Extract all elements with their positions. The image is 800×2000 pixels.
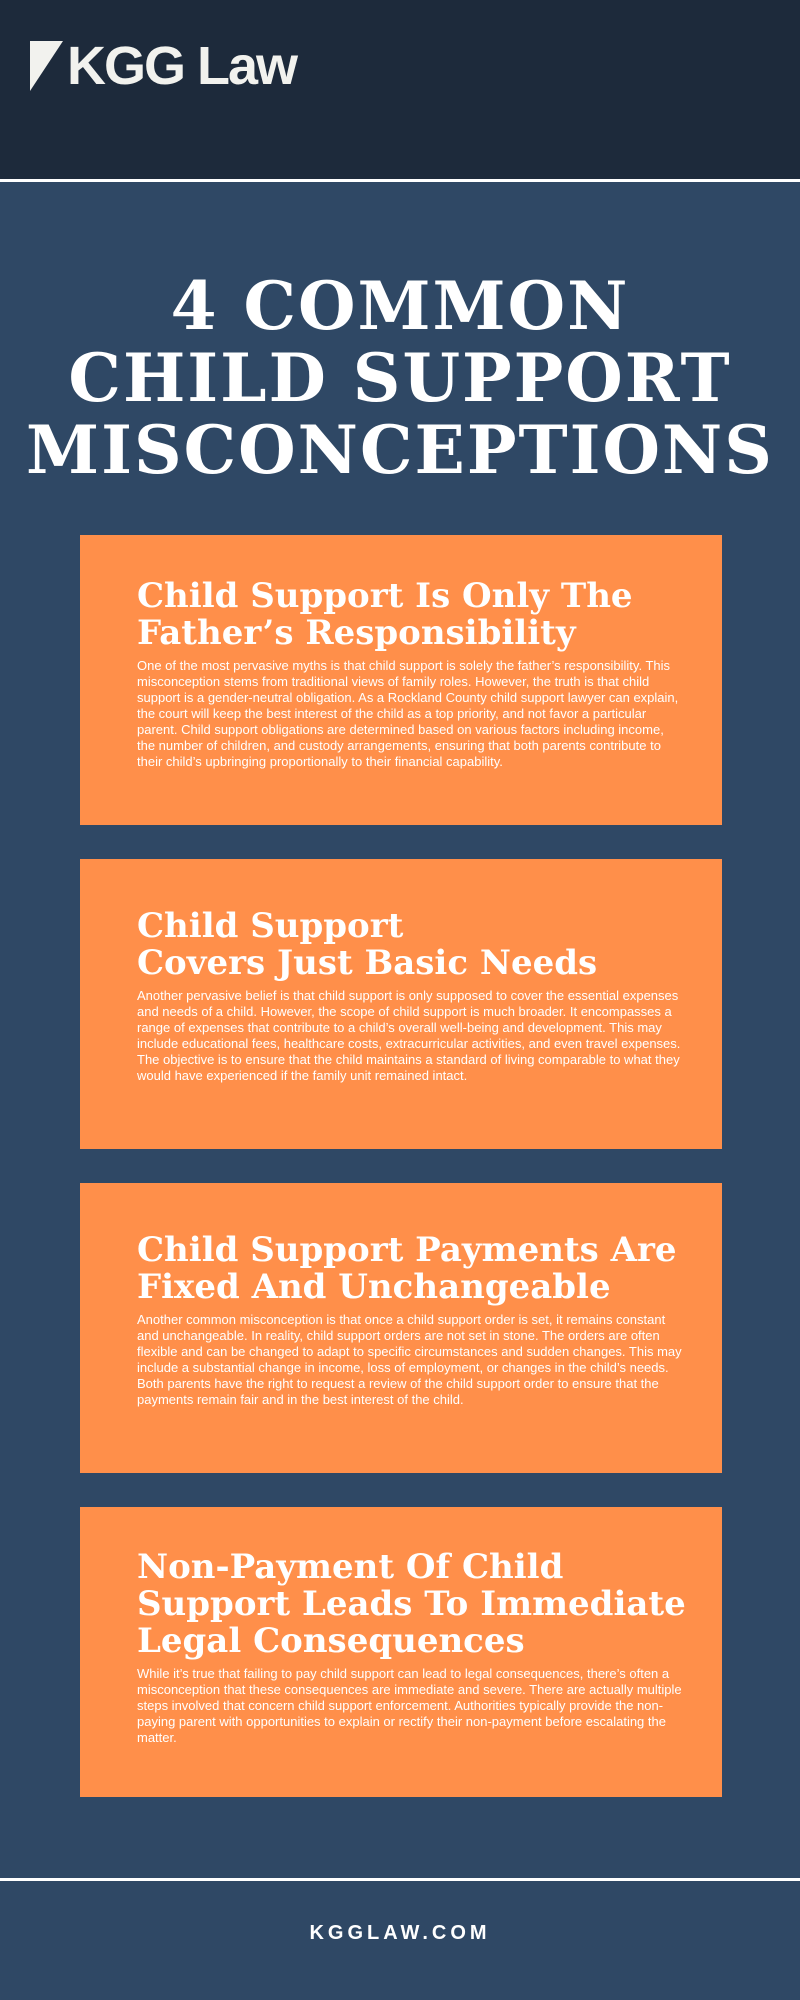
card-title <box>137 1547 686 1661</box>
misconception-card <box>80 1507 722 1797</box>
card-title <box>137 578 682 652</box>
card-title-line: Support Leads To Immediate <box>137 1584 686 1624</box>
misconception-card <box>80 1183 722 1473</box>
page-title-line: MISCONCEPTIONS <box>26 411 774 489</box>
page-title-line: CHILD SUPPORT <box>68 339 732 417</box>
logo[interactable] <box>30 36 296 96</box>
card-title-line: Child Support <box>137 906 404 946</box>
card-title-line: Father’s Responsibility <box>137 613 576 653</box>
slanted-k-mark-icon <box>30 41 63 91</box>
page-title-line: 4 COMMON <box>170 267 630 345</box>
logo-text: KGG Law <box>67 36 297 96</box>
footer-divider <box>0 1878 800 1881</box>
card-title-line: Legal Consequences <box>137 1621 525 1661</box>
card-body: While it’s true that failing to pay child support can lead to legal consequences, there’s often a misconception that these consequences are immediate and severe. There are actually multiple steps involved that concern child support enforcement. Authorities typically provide the non-paying parent with opportunities to explain or rectify their non-payment before escalating the matter. <box>137 1666 682 1745</box>
card-title-line: Non-Payment Of Child <box>137 1547 564 1587</box>
header <box>0 0 800 179</box>
card-body: Another common misconception is that once a child support order is set, it remains constant and unchangeable. In reality, child support orders are not set in stone. The orders are often flexible and can be changed to adapt to specific circumstances and sudden changes. This may include a substantial change in income, loss of employment, or changes in the child’s needs. Both parents have the right to request a review of the child support order to ensure that the payments remain fair and in the best interest of the child. <box>137 1312 682 1407</box>
card-title <box>137 908 682 982</box>
header-divider <box>0 179 800 182</box>
card-title-line: Child Support Payments Are <box>137 1230 677 1270</box>
card-title-line: Child Support Is Only The <box>137 576 633 616</box>
footer-website-link[interactable]: KGGLAW.COM <box>309 1922 491 1944</box>
misconception-card <box>80 859 722 1149</box>
card-body: One of the most pervasive myths is that child support is solely the father’s responsibility. This misconception stems from traditional views of family roles. However, the truth is that child support is a gender-neutral obligation. As a Rockland County child support lawyer can explain, the court will keep the best interest of the child as a top priority, and not favor a particular parent. Child support obligations are determined based on various factors including income, the number of children, and custody arrangements, ensuring that both parents contribute to their child’s upbringing proportionally to their financial capability. <box>137 658 679 769</box>
card-title-line: Fixed And Unchangeable <box>137 1267 611 1307</box>
misconception-card <box>80 535 722 825</box>
page-title <box>0 267 800 489</box>
card-title-line: Covers Just Basic Needs <box>137 943 598 983</box>
card-title <box>137 1232 682 1306</box>
card-body: Another pervasive belief is that child support is only supposed to cover the essential expenses and needs of a child. However, the scope of child support is much broader. It encompasses a range of expenses that contribute to a child’s overall well-being and development. This may include educational fees, healthcare costs, extracurricular activities, and even travel expenses. The objective is to ensure that the child maintains a standard of living comparable to what they would have experienced if the family unit remained intact. <box>137 988 681 1083</box>
